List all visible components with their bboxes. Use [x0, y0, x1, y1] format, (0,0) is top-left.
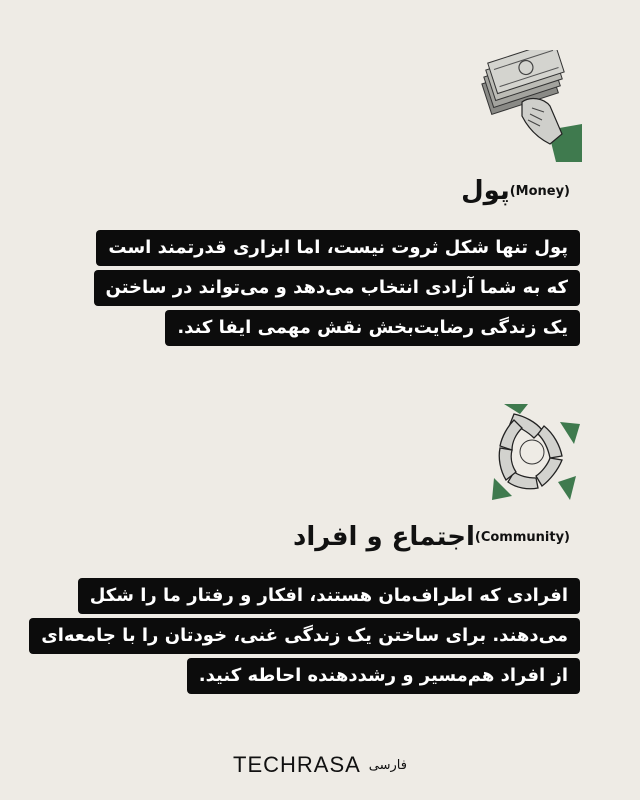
community-title-en: (Community)	[474, 529, 570, 545]
money-title: پول	[461, 176, 510, 206]
community-title: اجتماع و افراد	[293, 522, 475, 552]
community-heading	[293, 522, 580, 552]
community-line-2: می‌دهند. برای ساختن یک زندگی غنی، خودتان را با جامعه‌ای	[29, 618, 580, 654]
footer-logo	[0, 752, 640, 778]
money-hand-illustration	[478, 50, 582, 162]
money-heading	[461, 176, 580, 206]
community-line-3: از افراد هم‌مسیر و رشددهنده احاطه کنید.	[187, 658, 580, 694]
money-line-3: یک زندگی رضایت‌بخش نقش مهمی ایفا کند.	[165, 310, 580, 346]
brand-name: TECHRASA	[233, 752, 361, 777]
community-line-1: افرادی که اطراف‌مان هستند، افکار و رفتار ما را شکل	[78, 578, 580, 614]
money-line-2: که به شما آزادی انتخاب می‌دهد و می‌تواند در ساختن	[94, 270, 580, 306]
money-title-en: (Money)	[509, 183, 570, 199]
joined-hands-illustration	[484, 404, 580, 504]
brand-language: فارسی	[368, 757, 407, 773]
money-line-1: پول تنها شکل ثروت نیست، اما ابزاری قدرتمند است	[96, 230, 580, 266]
